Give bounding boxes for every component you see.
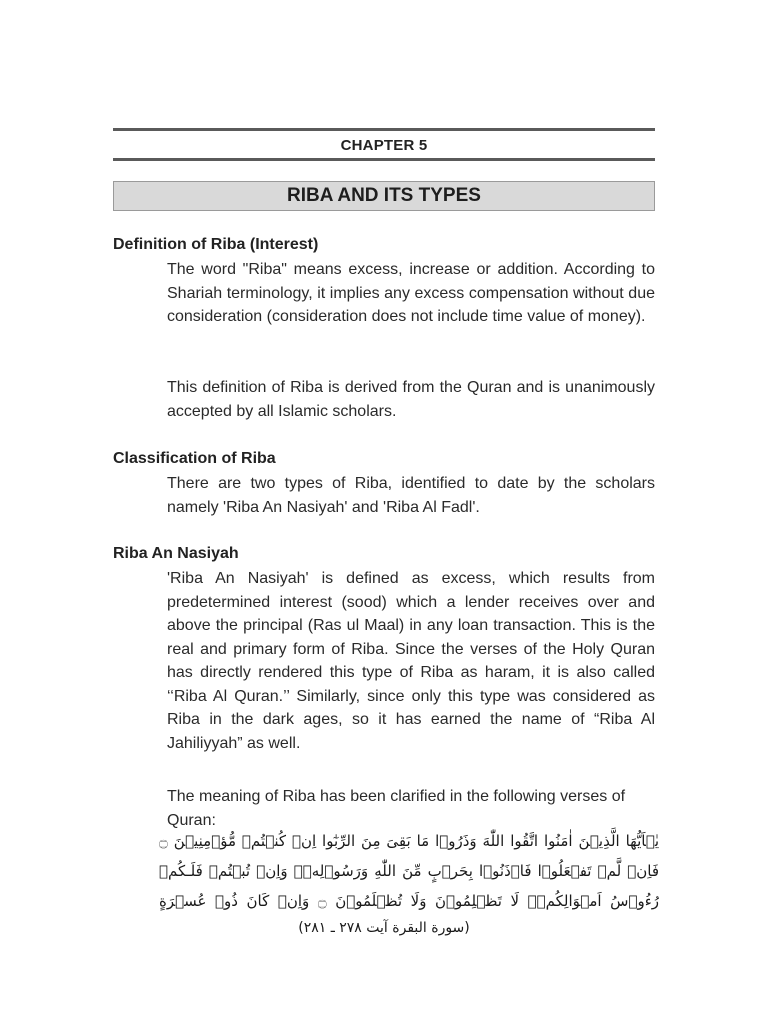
- nasiyah-paragraph-1: 'Riba An Nasiyah' is defined as excess, which results from predetermined interest (sood) which a lender receives over and above the principal (Ras ul Maal) in any loan transaction. This is the real and primary form of Riba. Since the verses of the Holy Quran has directly rendered this type of Riba as haram, it is also called ‘‘Riba Al Quran.’’ Similarly, since only this type was considered as Riba in the dark ages, so it has earned the name of “Riba Al Jahiliyyah” as well.: [167, 570, 655, 752]
- definition-paragraph-2: This definition of Riba is derived from the Quran and is unanimously accepted by all Islamic scholars.: [167, 379, 655, 420]
- heading-classification: Classification of Riba: [113, 450, 276, 467]
- definition-paragraph-1: The word "Riba" means excess, increase or addition. According to Shariah terminology, it implies any excess compensation without due consideration (consideration does not include time value of money).: [167, 261, 655, 325]
- quran-verses: يٰۤاَيُّهَا الَّذِيۡنَ اٰمَنُوا اتَّقُوا اللّٰهَ وَذَرُوۡا مَا بَقِىَ مِنَ الرِّبٰٓوا اِنۡ كُنۡتُمۡ مُّؤۡمِنِيۡنَ ۝ فَاِنۡ لَّمۡ تَفۡعَلُوۡا فَاۡذَنُوۡا بِحَرۡبٍ مِّنَ اللّٰهِ وَرَسُوۡلِهٖ‌ۚ وَاِنۡ تُبۡتُمۡ فَلَـكُمۡ رُءُوۡسُ اَمۡوَالِكُمۡ‌ۚ لَا تَظۡلِمُوۡنَ وَلَا تُظۡلَمُوۡنَ ۝ وَاِنۡ كَانَ ذُوۡ عُسۡرَةٍ: [159, 832, 659, 910]
- chapter-rule: [113, 158, 655, 161]
- classification-paragraph: There are two types of Riba, identified to date by the scholars namely 'Riba An Nasiyah' and 'Riba Al Fadl'.: [167, 475, 655, 516]
- heading-definition: Definition of Riba (Interest): [113, 236, 319, 253]
- nasiyah-paragraph-2: The meaning of Riba has been clarified in the following verses of Quran:: [167, 788, 626, 829]
- heading-riba-an-nasiyah: Riba An Nasiyah: [113, 545, 239, 562]
- top-rule: [113, 128, 655, 131]
- chapter-title: RIBA AND ITS TYPES: [113, 181, 655, 211]
- quran-reference: (سورة البقرة آيت ٢٧٨ ـ ٢٨١): [298, 920, 470, 936]
- chapter-label: CHAPTER 5: [340, 137, 428, 154]
